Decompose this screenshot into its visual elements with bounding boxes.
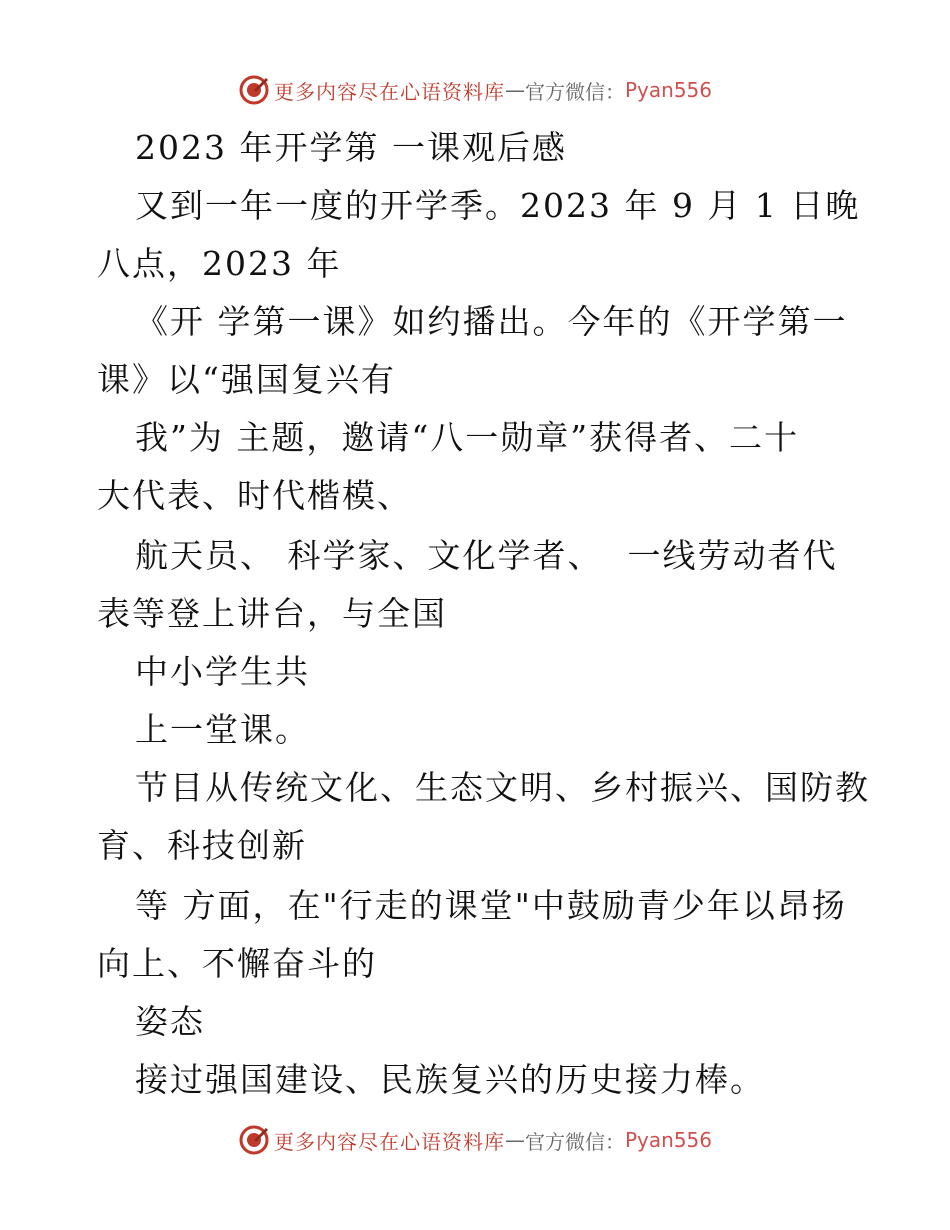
footer-watermark-banner xyxy=(0,1120,950,1160)
paragraph-line: 育、科技创新 xyxy=(97,826,307,865)
paragraph-line: 课》以“强国复兴有 xyxy=(97,360,396,399)
footer-wechat-handle: Pyan556 xyxy=(624,1128,712,1152)
paragraph-line: 八点，2023 年 xyxy=(97,244,342,283)
paragraph-line: 表等登上讲台，与全国 xyxy=(97,594,447,633)
document-title: 2023 年开学第 一课观后感 xyxy=(135,128,567,167)
paragraph-line: 节目从传统文化、生态文明、乡村振兴、国防教 xyxy=(135,768,870,807)
header-brand-text: 更多内容尽在心语资料库 xyxy=(273,79,505,104)
paragraph-line: 姿态 xyxy=(135,1002,205,1041)
footer-official-label: 官方微信： xyxy=(524,1129,625,1154)
header-dash: — xyxy=(504,78,525,102)
header-wechat-handle: Pyan556 xyxy=(624,78,712,102)
paragraph-line: 等 方面，在"行走的课堂"中鼓励青少年以昂扬 xyxy=(135,886,847,925)
paragraph-line: 我”为 主题，邀请“八一勋章”获得者、二十 xyxy=(135,418,800,457)
paragraph-line: 向上、不懈奋斗的 xyxy=(97,944,377,983)
footer-dash: — xyxy=(504,1128,525,1152)
paragraph-line: 中小学生共 xyxy=(135,652,310,691)
footer-brand-text: 更多内容尽在心语资料库 xyxy=(273,1129,505,1154)
paragraph-line: 航天员、 科学家、文化学者、 一线劳动者代 xyxy=(135,536,838,575)
header-official-label: 官方微信： xyxy=(524,79,625,104)
header-watermark-banner xyxy=(0,70,950,110)
quill-seal-icon xyxy=(238,74,270,106)
paragraph-line: 上一堂课。 xyxy=(135,710,310,749)
quill-seal-icon xyxy=(238,1124,270,1156)
paragraph-line: 接过强国建设、民族复兴的历史接力棒。 xyxy=(135,1060,765,1099)
paragraph-line: 又到一年一度的开学季。2023 年 9 月 1 日晚 xyxy=(135,186,861,225)
paragraph-line: 大代表、时代楷模、 xyxy=(97,476,412,515)
paragraph-line: 《开 学第一课》如约播出。今年的《开学第一 xyxy=(135,302,848,341)
